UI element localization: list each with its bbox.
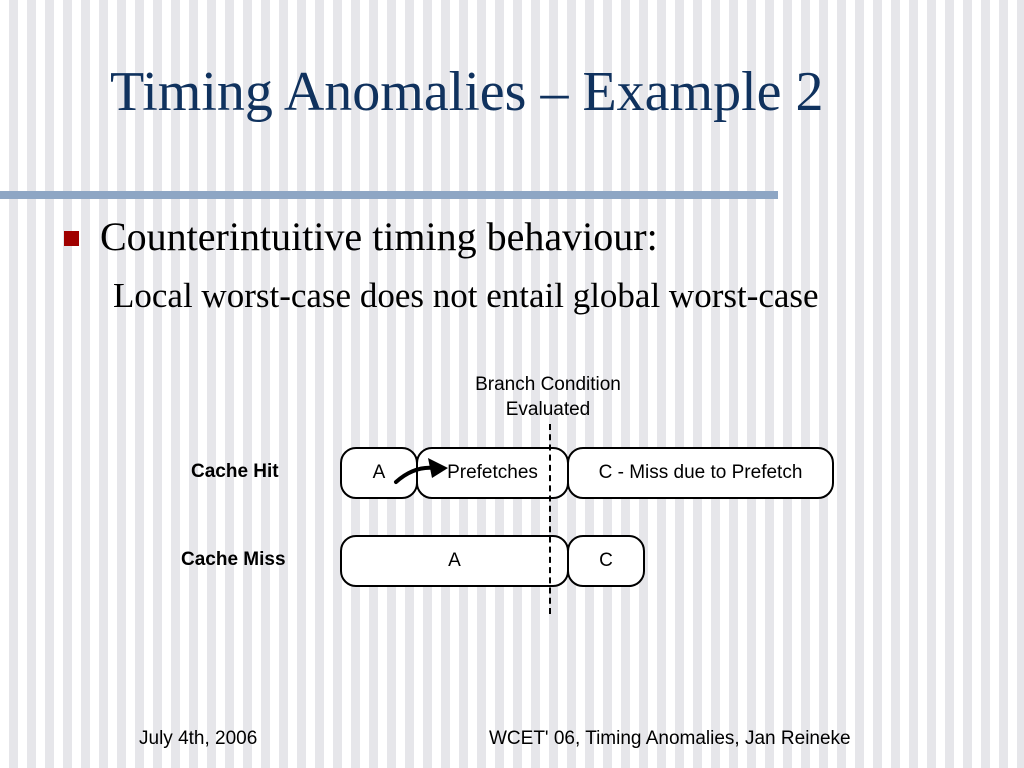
branch-condition-label — [448, 372, 648, 422]
cache-miss-box-a: A — [340, 535, 569, 587]
cache-hit-box-prefetches: Prefetches — [416, 447, 569, 499]
bullet-text: Counterintuitive timing behaviour: — [100, 214, 658, 259]
row-label-cache-miss: Cache Miss — [181, 549, 286, 570]
cache-hit-box-c-miss: C - Miss due to Prefetch — [567, 447, 834, 499]
cache-miss-box-c: C — [567, 535, 645, 587]
slide-title: Timing Anomalies – Example 2 — [110, 61, 824, 123]
bullet-subtext: Local worst-case does not entail global worst-case — [113, 276, 819, 315]
prefetch-arrow-icon — [390, 452, 460, 492]
bullet-square-icon — [64, 231, 79, 246]
cache-hit-box-a: A — [340, 447, 418, 499]
branch-label-line2: Evaluated — [505, 399, 591, 420]
footer-info: WCET' 06, Timing Anomalies, Jan Reineke — [489, 728, 851, 749]
branch-condition-line — [549, 424, 551, 614]
footer-date: July 4th, 2006 — [139, 728, 258, 749]
row-label-cache-hit: Cache Hit — [191, 461, 279, 482]
branch-label-line1: Branch Condition — [475, 374, 621, 395]
title-divider — [0, 191, 778, 199]
